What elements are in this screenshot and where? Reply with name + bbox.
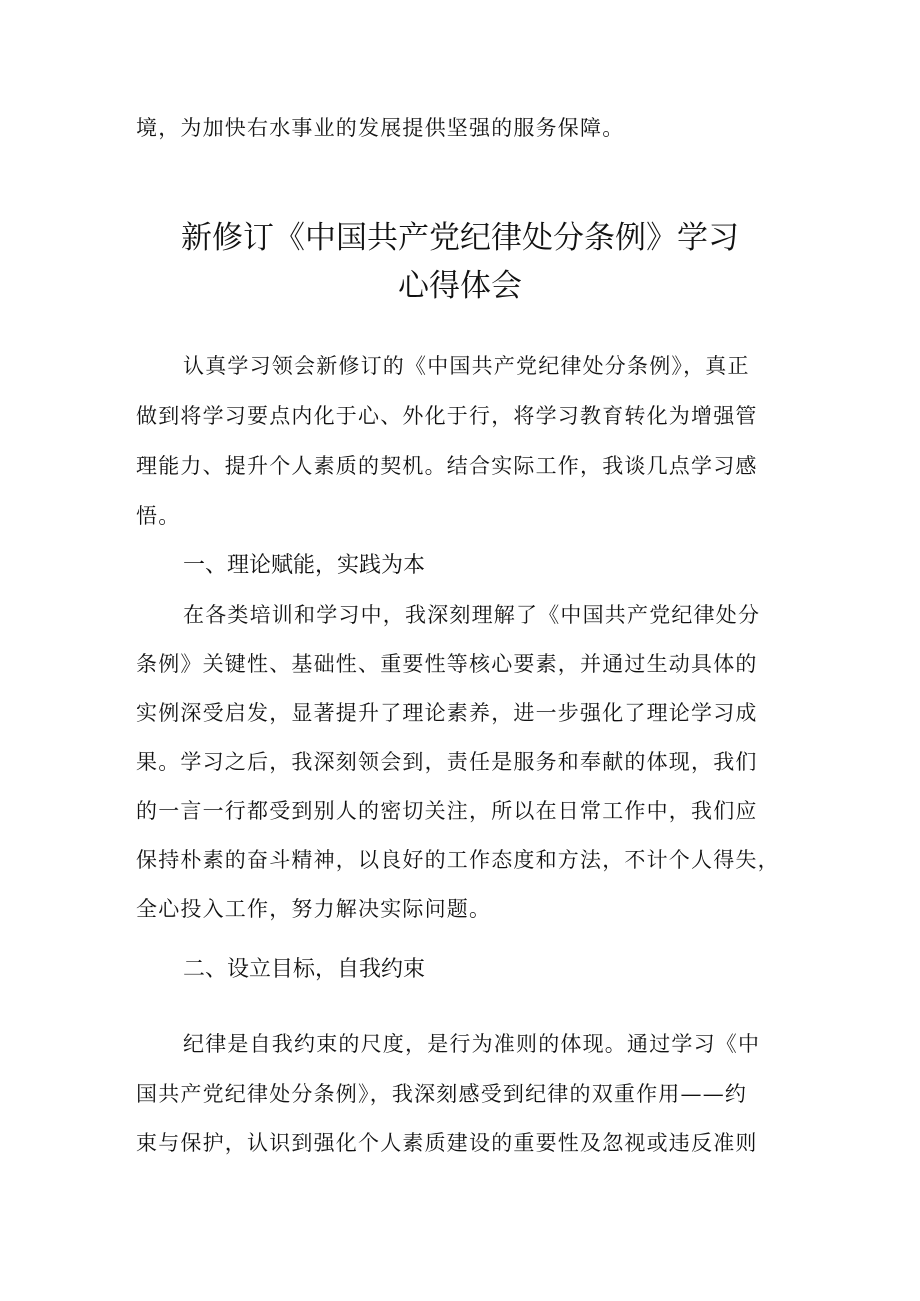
paragraph-1-line-4: 悟。 [136, 504, 181, 528]
document-title-line-1: 新修订《中国共产党纪律处分条例》学习 [181, 220, 739, 256]
section-1-line-1: 在各类培训和学习中，我深刻理解了《中国共产党纪律处分 [183, 603, 761, 627]
paragraph-1-line-3: 理能力、提升个人素质的契机。结合实际工作，我谈几点学习感 [136, 454, 758, 478]
document-title-line-2: 心得体会 [398, 268, 522, 304]
section-1-line-6: 保持朴素的奋斗精神，以良好的工作态度和方法，不计个人得失， [136, 848, 780, 872]
paragraph-1-line-2: 做到将学习要点内化于心、外化于行，将学习教育转化为增强管 [136, 404, 758, 428]
section-2-heading: 二、设立目标，自我约束 [183, 957, 426, 982]
intro-line: 境，为加快右水事业的发展提供坚强的服务保障。 [136, 116, 625, 140]
paragraph-1-line-1: 认真学习领会新修订的《中国共产党纪律处分条例》，真正 [183, 354, 750, 378]
section-1-line-4: 果。学习之后，我深刻领会到，责任是服务和奉献的体现，我们 [136, 750, 758, 774]
section-1-line-5: 的一言一行都受到别人的密切关注，所以在日常工作中，我们应 [136, 799, 758, 823]
section-1-heading: 一、理论赋能，实践为本 [183, 553, 426, 578]
section-1-line-7: 全心投入工作，努力解决实际问题。 [136, 897, 492, 921]
section-1-line-2: 条例》关键性、基础性、重要性等核心要素，并通过生动具体的 [136, 652, 758, 676]
section-2-line-3: 束与保护，认识到强化个人素质建设的重要性及忽视或违反准则 [136, 1131, 758, 1155]
section-2-line-2: 国共产党纪律处分条例》，我深刻感受到纪律的双重作用——约 [136, 1082, 748, 1106]
section-2-line-1: 纪律是自我约束的尺度，是行为准则的体现。通过学习《中 [183, 1032, 761, 1056]
section-1-line-3: 实例深受启发，显著提升了理论素养，进一步强化了理论学习成 [136, 701, 758, 725]
